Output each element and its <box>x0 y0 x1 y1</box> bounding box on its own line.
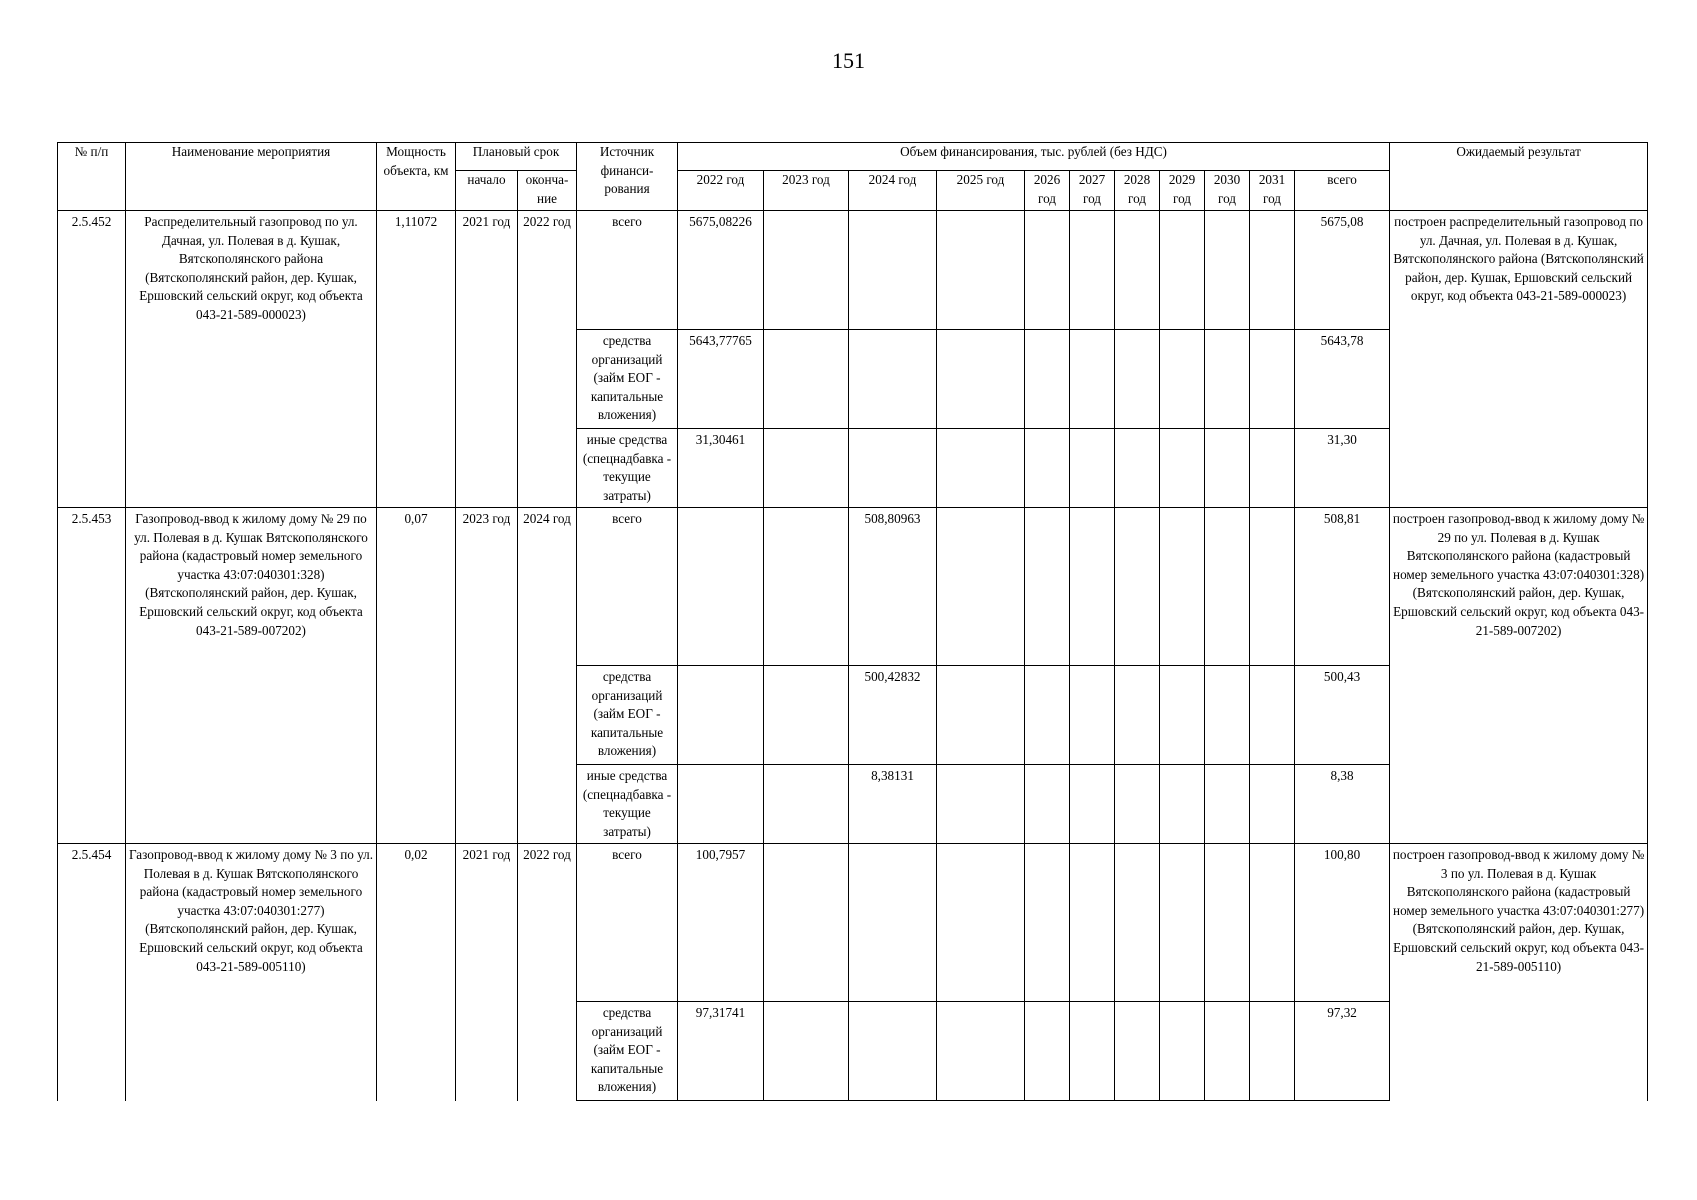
header-year: 2022 год <box>678 171 764 211</box>
header-year: 2031 год <box>1250 171 1295 211</box>
funding-2022: 5675,08226 <box>678 211 764 330</box>
row-start: 2021 год <box>456 211 518 508</box>
header-year: 2027 год <box>1070 171 1115 211</box>
funding-source: средства организаций (займ ЕОГ - капитальные вложения) <box>577 666 678 765</box>
funding-2024: 8,38131 <box>849 765 937 844</box>
header-year: 2029 год <box>1160 171 1205 211</box>
funding-total: 31,30 <box>1295 429 1390 508</box>
funding-2024 <box>849 1002 937 1101</box>
funding-total: 500,43 <box>1295 666 1390 765</box>
funding-total: 508,81 <box>1295 508 1390 666</box>
header-capacity: Мощность объекта, км <box>377 143 456 211</box>
header-year: 2024 год <box>849 171 937 211</box>
table-row <box>58 508 1648 666</box>
row-result: построен газопровод-ввод к жилому дому № 3 по ул. Полевая в д. Кушак Вятскополянского района (кадастровый номер земельного участка 43:07:040301:277) (Вятскополянский район, дер. Кушак, Ершовский сельский округ, код объекта 043-21-589-005110) <box>1390 844 1648 1101</box>
row-num: 2.5.452 <box>58 211 126 508</box>
row-name: Распределительный газопровод по ул. Дачная, ул. Полевая в д. Кушак, Вятскополянского района (Вятскополянский район, дер. Кушак, Ершовский сельский округ, код объекта 043-21-589-000023) <box>126 211 377 508</box>
header-year: 2026 год <box>1025 171 1070 211</box>
funding-source: всего <box>577 211 678 330</box>
funding-total: 5675,08 <box>1295 211 1390 330</box>
header-year: 2025 год <box>937 171 1025 211</box>
funding-source: иные средства (спецнадбавка - текущие затраты) <box>577 765 678 844</box>
funding-2022 <box>678 508 764 666</box>
funding-source: всего <box>577 508 678 666</box>
header-end: оконча-ние <box>518 171 577 211</box>
row-end: 2024 год <box>518 508 577 844</box>
row-result: построен газопровод-ввод к жилому дому № 29 по ул. Полевая в д. Кушак Вятскополянского района (кадастровый номер земельного участка 43:07:040301:328) (Вятскополянский район, дер. Кушак, Ершовский сельский округ, код объекта 043-21-589-007202) <box>1390 508 1648 844</box>
funding-2024: 500,42832 <box>849 666 937 765</box>
row-capacity: 0,02 <box>377 844 456 1101</box>
funding-2024 <box>849 844 937 1002</box>
funding-2022: 97,31741 <box>678 1002 764 1101</box>
row-start: 2023 год <box>456 508 518 844</box>
header-year: 2028 год <box>1115 171 1160 211</box>
funding-2024 <box>849 330 937 429</box>
table-row <box>58 211 1648 330</box>
funding-2024: 508,80963 <box>849 508 937 666</box>
header-volume: Объем финансирования, тыс. рублей (без НДС) <box>678 143 1390 171</box>
funding-source: иные средства (спецнадбавка - текущие затраты) <box>577 429 678 508</box>
funding-total: 5643,78 <box>1295 330 1390 429</box>
financing-table <box>57 142 1648 1101</box>
row-num: 2.5.453 <box>58 508 126 844</box>
row-start: 2021 год <box>456 844 518 1101</box>
header-start: начало <box>456 171 518 211</box>
funding-2022: 31,30461 <box>678 429 764 508</box>
header-year: 2030 год <box>1205 171 1250 211</box>
row-num: 2.5.454 <box>58 844 126 1101</box>
row-name: Газопровод-ввод к жилому дому № 29 по ул. Полевая в д. Кушак Вятскополянского района (кадастровый номер земельного участка 43:07:040301:328) (Вятскополянский район, дер. Кушак, Ершовский сельский округ, код объекта 043-21-589-007202) <box>126 508 377 844</box>
row-result: построен распределительный газопровод по ул. Дачная, ул. Полевая в д. Кушак, Вятскополянского района (Вятскополянский район, дер. Кушак, Ершовский сельский округ, код объекта 043-21-589-000023) <box>1390 211 1648 508</box>
header-plan: Плановый срок <box>456 143 577 171</box>
funding-total: 100,80 <box>1295 844 1390 1002</box>
funding-source: средства организаций (займ ЕОГ - капитальные вложения) <box>577 330 678 429</box>
header-name: Наименование мероприятия <box>126 143 377 211</box>
funding-2022 <box>678 666 764 765</box>
funding-2022 <box>678 765 764 844</box>
row-capacity: 0,07 <box>377 508 456 844</box>
funding-2022: 5643,77765 <box>678 330 764 429</box>
page-number: 151 <box>832 48 865 73</box>
header-source: Источник финанси-рования <box>577 143 678 211</box>
funding-2022: 100,7957 <box>678 844 764 1002</box>
funding-2024 <box>849 211 937 330</box>
funding-source: всего <box>577 844 678 1002</box>
funding-2024 <box>849 429 937 508</box>
header-year: 2023 год <box>764 171 849 211</box>
funding-total: 97,32 <box>1295 1002 1390 1101</box>
row-end: 2022 год <box>518 211 577 508</box>
row-name: Газопровод-ввод к жилому дому № 3 по ул. Полевая в д. Кушак Вятскополянского района (кадастровый номер земельного участка 43:07:040301:277) (Вятскополянский район, дер. Кушак, Ершовский сельский округ, код объекта 043-21-589-005110) <box>126 844 377 1101</box>
table-row <box>58 844 1648 1002</box>
header-result: Ожидаемый результат <box>1390 143 1648 211</box>
header-num: № п/п <box>58 143 126 211</box>
funding-total: 8,38 <box>1295 765 1390 844</box>
row-end: 2022 год <box>518 844 577 1101</box>
header-total: всего <box>1295 171 1390 211</box>
funding-source: средства организаций (займ ЕОГ - капитальные вложения) <box>577 1002 678 1101</box>
row-capacity: 1,11072 <box>377 211 456 508</box>
